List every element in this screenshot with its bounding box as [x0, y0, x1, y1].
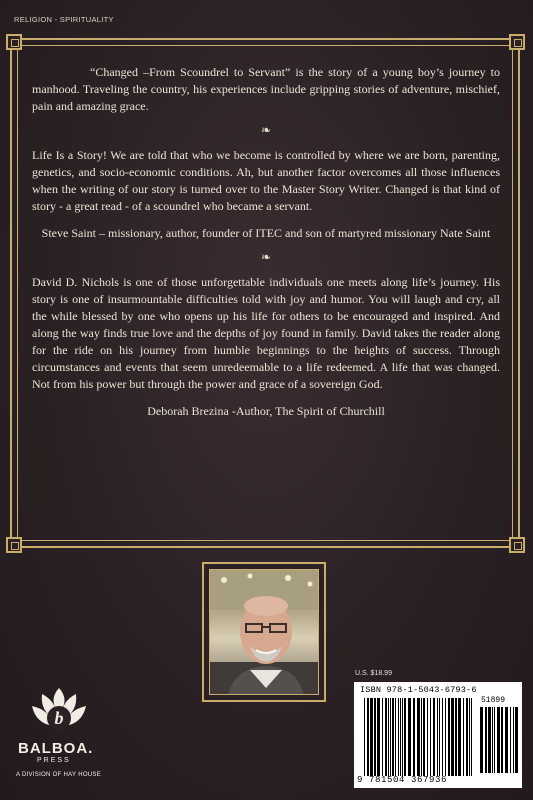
barcode-bar	[374, 698, 376, 776]
barcode-bar	[515, 707, 518, 773]
barcode-bar	[469, 698, 470, 776]
barcode-bar	[388, 698, 389, 776]
barcode-bar	[398, 698, 399, 776]
price-label: U.S. $18.99	[355, 670, 392, 677]
balboa-lotus-logo-icon	[14, 680, 104, 740]
barcode-bar	[413, 698, 415, 776]
publisher-sub: PRESS	[37, 757, 71, 764]
barcode-bar	[417, 698, 420, 776]
barcode-bar	[364, 698, 365, 776]
ean-digits: 9 781504 367936	[357, 775, 448, 785]
barcode-bar	[505, 707, 508, 773]
barcode-bar	[392, 698, 394, 776]
publisher-name: BALBOA.	[18, 740, 94, 757]
author-photo-frame	[202, 562, 326, 702]
endorsement-paragraph: David D. Nichols is one of those unforgettable individuals one meets along life’s journey. His story is one of insurmountable difficulties told with joy and humor. You will laugh and cry, all the while blessed by one who opens up his life for others to be encouraged and inspired. And along the way finds true love and the depths of joy found in family. David takes the reader along for the ride on his journey from humble beginnings to the heights of success. Through circumstances and events that seem unredeemable to a life redeemed. A life that was changed. Not from his power but through the power and grace of a sovereign God.	[32, 275, 500, 391]
frame-corner-ornament	[6, 537, 22, 553]
barcode-bar	[427, 698, 428, 776]
publisher-division: A DIVISION OF HAY HOUSE	[16, 772, 102, 778]
barcode-bar	[448, 698, 450, 776]
endorsement-paragraph: Life Is a Story! We are told that who we become is controlled by where we are born, parenting, genetics, and socio-economic conditions. Ah, but another factor overcomes all those influences when the writing of our story is turned over to the Master Story Writer. Changed is that kind of story - a great read - of a scoundrel who became a servant.	[32, 148, 500, 213]
category-label: RELIGION - SPIRITUALITY	[14, 15, 114, 24]
barcode-bar	[513, 707, 514, 773]
barcode-bar	[385, 698, 387, 776]
barcode-bar	[463, 698, 464, 776]
back-cover-text	[32, 64, 500, 420]
synopsis-paragraph: “Changed –From Scoundrel to Servant” is the story of a young boy’s journey to manhood. Traveling the country, his experiences include gripping stories of adventure, mischief, pain and amazing grace.	[32, 65, 500, 113]
isbn-text: ISBN 978-1-5043-6793-6	[360, 685, 477, 695]
barcode-bar	[430, 698, 431, 776]
barcode-bar	[439, 698, 440, 776]
frame-corner-ornament	[509, 34, 525, 50]
barcode-bar	[485, 707, 487, 773]
barcode-bar	[421, 698, 422, 776]
barcode-bar	[367, 698, 369, 776]
barcode-bar	[404, 698, 406, 776]
barcode-bar	[408, 698, 411, 776]
barcode-bar	[423, 698, 425, 776]
barcode-bar	[377, 698, 380, 776]
barcode-bar	[480, 707, 483, 773]
barcode-bar	[451, 698, 454, 776]
price-addon-digits: 51899	[481, 696, 506, 705]
barcode-bar	[494, 707, 495, 773]
barcode-bar	[510, 707, 511, 773]
price-addon-barcode	[480, 707, 518, 773]
barcode-bar	[488, 707, 491, 773]
barcode-bar	[370, 698, 373, 776]
barcode-bar	[390, 698, 391, 776]
fleuron-divider-icon: ❧	[260, 250, 272, 264]
ean-barcode	[364, 698, 474, 776]
svg-text:b: b	[54, 708, 64, 728]
barcode-bar	[437, 698, 438, 776]
barcode-bar	[402, 698, 403, 776]
barcode-bar	[433, 698, 435, 776]
barcode-bar	[497, 707, 500, 773]
barcode-bar	[466, 698, 468, 776]
endorsement-credit: Steve Saint – missionary, author, founder of ITEC and son of martyred missionary Nate Saint	[41, 226, 491, 240]
endorsement-credit: Deborah Brezina -Author, The Spirit of Churchill	[147, 404, 385, 418]
barcode-bar	[382, 698, 383, 776]
barcode-bar	[395, 698, 396, 776]
fleuron-divider-icon: ❧	[260, 123, 272, 137]
author-portrait-icon	[210, 570, 319, 695]
barcode-bar	[492, 707, 493, 773]
barcode-bar	[501, 707, 503, 773]
barcode-bar	[471, 698, 472, 776]
barcode-bar	[442, 698, 443, 776]
barcode-bar	[455, 698, 457, 776]
barcode-bar	[445, 698, 446, 776]
frame-corner-ornament	[6, 34, 22, 50]
frame-corner-ornament	[509, 537, 525, 553]
author-photo	[209, 569, 319, 695]
barcode-panel	[354, 682, 522, 788]
barcode-bar	[400, 698, 401, 776]
barcode-bar	[458, 698, 461, 776]
